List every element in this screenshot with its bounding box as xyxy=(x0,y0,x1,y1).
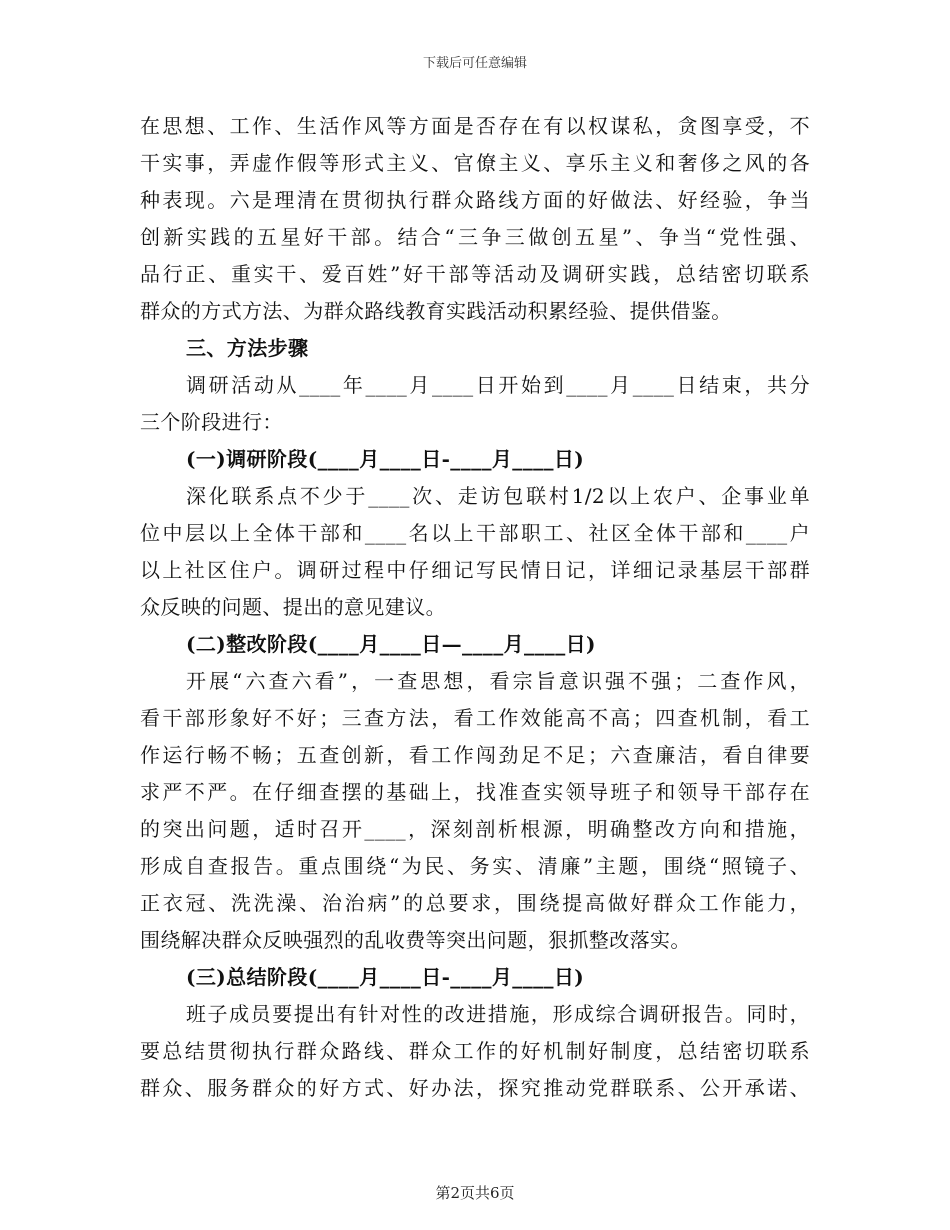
page-header: 下载后可任意编辑 xyxy=(422,56,527,71)
text-line: 调研活动从____年____月____日开始到____月____日结束，共分 xyxy=(186,373,810,397)
text-line: 干实事，弄虚作假等形式主义、官僚主义、享乐主义和奢侈之风的各 xyxy=(140,151,810,175)
text-line: 看干部形象好不好；三查方法，看工作效能高不高；四查机制，看工 xyxy=(140,706,810,730)
paragraph xyxy=(140,996,810,1107)
text-line: 群众、服务群众的好方式、好办法，探究推动党群联系、公开承诺、 xyxy=(140,1076,810,1100)
paragraph xyxy=(140,367,810,441)
text-line: 位中层以上全体干部和____名以上干部职工、社区全体干部和____户 xyxy=(140,521,810,545)
subsection-heading: (一)调研阶段(____月____日-____月____日) xyxy=(186,447,585,471)
section-heading: 三、方法步骤 xyxy=(186,336,309,360)
text-line: 班子成员要提出有针对性的改进措施，形成综合调研报告。同时， xyxy=(186,1002,810,1026)
text-line: 要总结贯彻执行群众路线、群众工作的好机制好制度，总结密切联系 xyxy=(140,1039,810,1063)
text-line: 求严不严。在仔细查摆的基础上，找准查实领导班子和领导干部存在 xyxy=(140,780,810,804)
paragraph xyxy=(140,478,810,626)
subsection-heading: (二)整改阶段(____月____日—____月____日) xyxy=(186,632,596,656)
text-line: 围绕解决群众反映强烈的乱收费等突出问题，狠抓整改落实。 xyxy=(140,928,691,952)
text-line: 开展“六查六看”，一查思想，看宗旨意识强不强；二查作风， xyxy=(186,669,810,693)
text-line: 作运行畅不畅；五查创新，看工作闯劲足不足；六查廉洁，看自律要 xyxy=(140,743,810,767)
text-line: 品行正、重实干、爱百姓”好干部等活动及调研实践，总结密切联系 xyxy=(140,262,810,286)
text-line: 的突出问题，适时召开____，深刻剖析根源，明确整改方向和措施， xyxy=(140,817,810,841)
subsection-heading: (三)总结阶段(____月____日-____月____日) xyxy=(186,965,585,989)
document-body xyxy=(140,108,810,1107)
text-line: 形成自查报告。重点围绕“为民、务实、清廉”主题，围绕“照镜子、 xyxy=(140,854,810,878)
text-line: 在思想、工作、生活作风等方面是否存在有以权谋私，贪图享受，不 xyxy=(140,114,810,138)
paragraph xyxy=(140,108,810,330)
text-line: 种表现。六是理清在贯彻执行群众路线方面的好做法、好经验，争当 xyxy=(140,188,810,212)
text-line: 群众的方式方法、为群众路线教育实践活动积累经验、提供借鉴。 xyxy=(140,299,732,323)
paragraph xyxy=(140,663,810,959)
text-line: 众反映的问题、提出的意见建议。 xyxy=(140,595,446,619)
text-line: 三个阶段进行： xyxy=(140,410,283,434)
page-number-footer: 第2页共6页 xyxy=(435,1184,515,1202)
text-line: 创新实践的五星好干部。结合“三争三做创五星”、争当“党性强、 xyxy=(140,225,810,249)
text-line: 以上社区住户。调研过程中仔细记写民情日记，详细记录基层干部群 xyxy=(140,558,810,582)
text-line: 深化联系点不少于____次、走访包联村1/2以上农户、企事业单 xyxy=(186,484,810,508)
text-line: 正衣冠、洗洗澡、治治病”的总要求，围绕提高做好群众工作能力， xyxy=(140,891,810,915)
